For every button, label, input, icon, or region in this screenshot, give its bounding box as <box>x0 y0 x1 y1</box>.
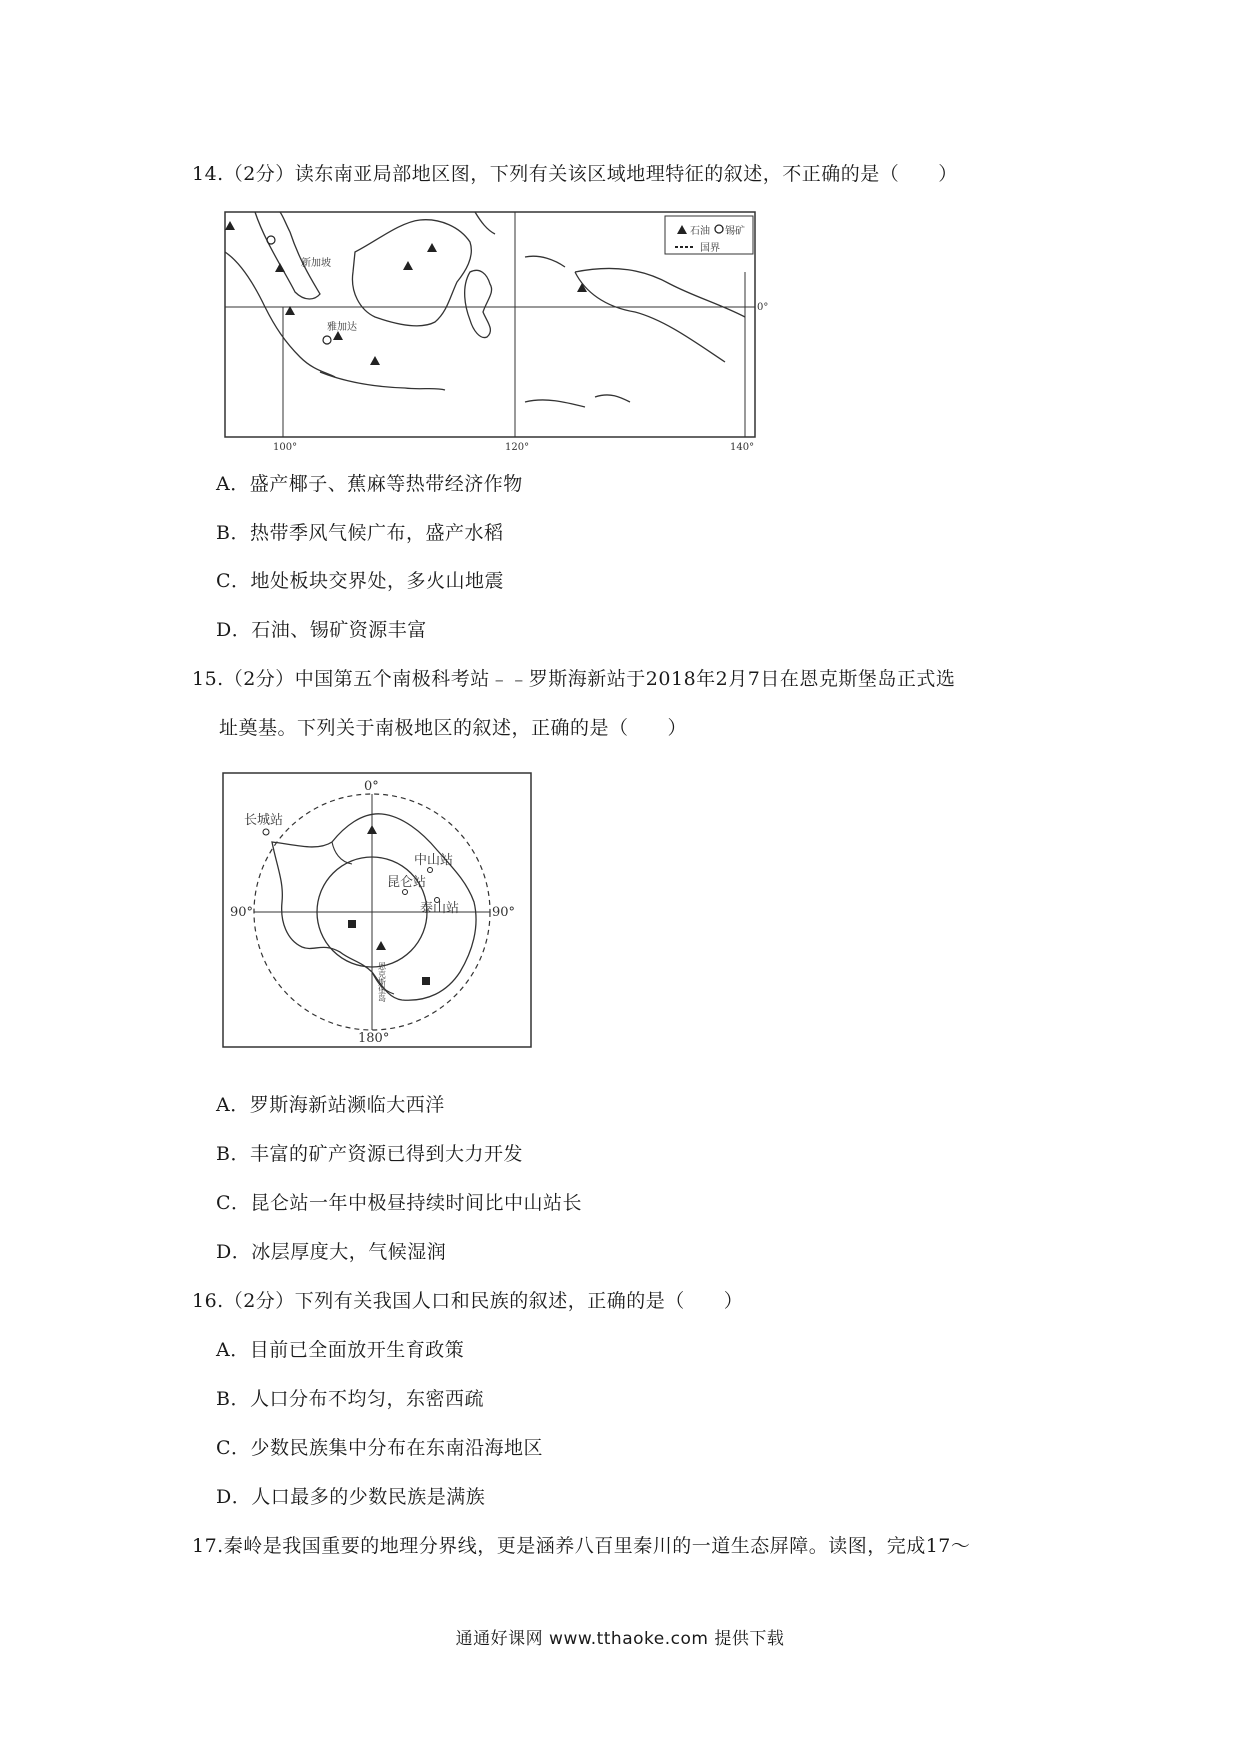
station-great-wall: 长城站 <box>244 813 284 828</box>
q14-option-b: B．热带季风气候广布，盛产水稻 <box>216 522 504 544</box>
antarctica-map <box>222 772 534 1050</box>
question-14-stem: 14.（2分）读东南亚局部地区图，下列有关该区域地理特征的叙述，不正确的是（ ） <box>192 163 958 185</box>
lon-140: 140° <box>730 442 755 453</box>
question-15-stem-line2: 址奠基。下列关于南极地区的叙述，正确的是（ ） <box>219 717 688 739</box>
island-label: 恩克斯堡岛 <box>377 962 387 1002</box>
q14-option-c: C．地处板块交界处，多火山地震 <box>216 570 505 592</box>
legend-border: 国界 <box>700 243 720 254</box>
question-17-stem: 17.秦岭是我国重要的地理分界线，更是涵养八百里秦川的一道生态屏障。读图，完成17～ <box>192 1535 971 1557</box>
q15-option-a: A．罗斯海新站濒临大西洋 <box>216 1094 445 1116</box>
footer-download-note: 通通好课网 www.tthaoke.com 提供下载 <box>455 1629 785 1649</box>
deg-90-left: 90° <box>230 905 254 920</box>
q16-option-c: C．少数民族集中分布在东南沿海地区 <box>216 1437 544 1459</box>
q16-option-a: A．目前已全面放开生育政策 <box>216 1339 465 1361</box>
question-15-stem-line1: 15.（2分）中国第五个南极科考站﹣﹣罗斯海新站于2018年2月7日在恩克斯堡岛正式选 <box>192 668 956 690</box>
question-16-stem: 16.（2分）下列有关我国人口和民族的叙述，正确的是（ ） <box>192 1290 744 1312</box>
q14-option-d: D．石油、锡矿资源丰富 <box>216 619 427 641</box>
lon-120: 120° <box>505 442 530 453</box>
legend-oil: 石油 <box>690 226 710 237</box>
q15-option-b: B．丰富的矿产资源已得到大力开发 <box>216 1143 523 1165</box>
deg-0: 0° <box>364 779 379 794</box>
deg-180: 180° <box>358 1031 390 1046</box>
q16-option-b: B．人口分布不均匀，东密西疏 <box>216 1388 484 1410</box>
label-singapore: 新加坡 <box>301 258 331 269</box>
station-kunlun: 昆仑站 <box>387 875 427 890</box>
legend-tin: 锡矿 <box>725 226 745 237</box>
deg-90-right: 90° <box>492 905 516 920</box>
q15-option-d: D．冰层厚度大，气候湿润 <box>216 1241 447 1263</box>
q16-option-d: D．人口最多的少数民族是满族 <box>216 1486 486 1508</box>
lon-100: 100° <box>273 442 298 453</box>
q15-option-c: C．昆仑站一年中极昼持续时间比中山站长 <box>216 1192 583 1214</box>
station-zhongshan: 中山站 <box>414 853 454 868</box>
southeast-asia-map <box>225 212 769 453</box>
label-jakarta: 雅加达 <box>327 322 357 333</box>
station-taishan: 泰山站 <box>420 901 460 916</box>
q14-option-a: A．盛产椰子、蕉麻等热带经济作物 <box>216 473 523 495</box>
lat-0: 0° <box>757 302 769 313</box>
